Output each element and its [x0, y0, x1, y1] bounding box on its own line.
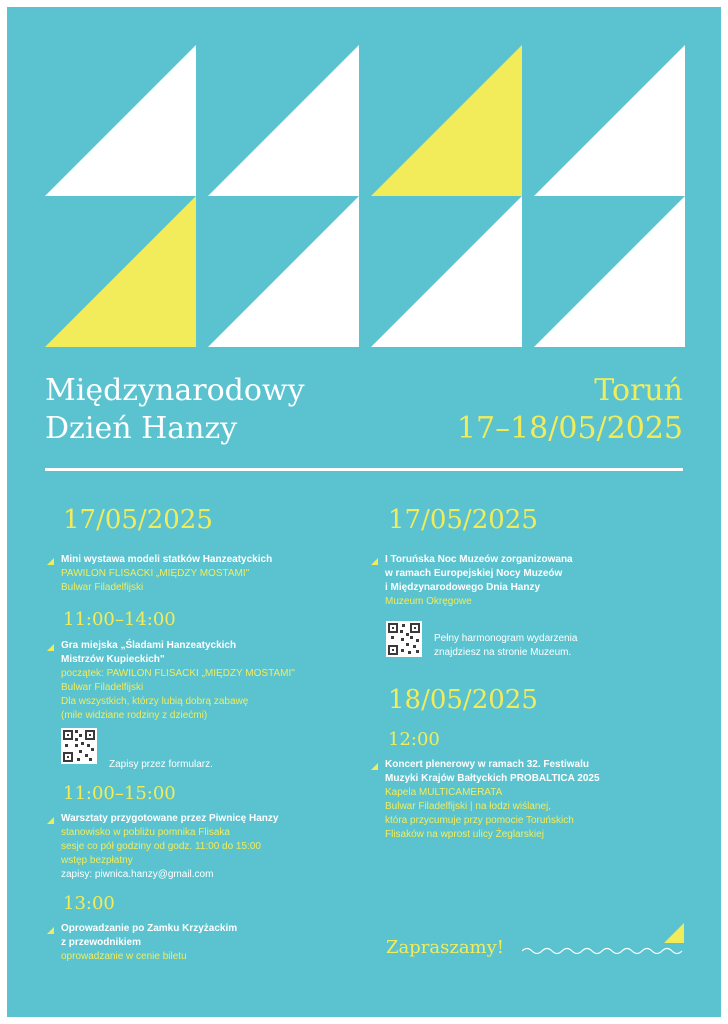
left-time-3: 11:00–15:00 — [63, 783, 176, 804]
event-title-2: w ramach Europejskiej Nocy Muzeów — [385, 568, 563, 579]
city-block — [457, 372, 683, 448]
event-place: Muzeum Okręgowe — [385, 596, 472, 607]
event-note-2: (mile widziane rodziny z dziećmi) — [61, 710, 208, 721]
divider — [45, 468, 683, 471]
event-title-2: Muzyki Krajów Bałtyckich PROBALTICA 2025 — [385, 773, 600, 784]
invite-text: Zapraszamy! — [386, 937, 505, 958]
event-dates: 17–18/05/2025 — [456, 411, 683, 446]
event-mini-exhibition — [61, 553, 272, 595]
right-date-1: 17/05/2025 — [388, 505, 538, 535]
event-line-3: wstęp bezpłatny — [61, 855, 133, 866]
event-line-1: stanowisko w pobliżu pomnika Flisaka — [61, 827, 230, 838]
triangle — [534, 196, 685, 347]
event-line-1: Bulwar Filadelfijski | na łodzi wiślanej, — [385, 801, 551, 812]
event-museum-night — [385, 553, 573, 609]
left-date: 17/05/2025 — [63, 505, 213, 535]
event-workshops — [61, 812, 278, 882]
triangle — [208, 45, 359, 196]
title-line1: Międzynarodowy — [45, 373, 305, 408]
event-title-1: I Toruńska Noc Muzeów zorganizowana — [385, 554, 573, 565]
triangle — [534, 45, 685, 196]
event-title: Warsztaty przygotowane przez Piwnicę Hanzy — [61, 813, 279, 824]
event-city-game — [61, 639, 295, 723]
event-contact[interactable]: zapisy: piwnica.hanzy@gmail.com — [61, 869, 214, 880]
triangle — [371, 196, 522, 347]
qr-code-icon[interactable] — [61, 728, 97, 764]
city-name: Toruń — [594, 373, 683, 408]
qr-caption: Zapisy przez formularz. — [109, 759, 213, 770]
triangle-pattern — [7, 7, 721, 352]
triangle — [208, 196, 359, 347]
event-title-3: i Międzynarodowego Dnia Hanzy — [385, 582, 541, 593]
event-line-2: która przycumuje przy pomocie Toruńskich — [385, 815, 574, 826]
right-time: 12:00 — [388, 729, 440, 750]
wave-icon — [522, 945, 687, 957]
event-place: początek: PAWILON FLISACKI „MIĘDZY MOSTAMI" — [61, 668, 295, 679]
corner-triangle-icon — [664, 923, 684, 943]
bullet-icon — [47, 644, 54, 651]
triangle — [371, 45, 522, 196]
event-note-1: Dla wszystkich, którzy lubią dobrą zabawę — [61, 696, 249, 707]
event-title: Mini wystawa modeli statków Hanzeatyckich — [61, 554, 273, 565]
left-time-4: 13:00 — [63, 893, 115, 914]
bullet-icon — [47, 817, 54, 824]
bullet-icon — [371, 763, 378, 770]
qr-code-icon[interactable] — [386, 621, 422, 657]
bullet-icon — [47, 558, 54, 565]
event-band: Kapela MULTICAMERATA — [385, 787, 503, 798]
event-title-2: z przewodnikiem — [61, 937, 142, 948]
event-line-2: sesje co pół godziny od godz. 11:00 do 15:00 — [61, 841, 261, 852]
qr-caption-2: znajdziesz na stronie Muzeum. — [434, 647, 572, 658]
page-title — [45, 372, 305, 448]
qr-caption-1: Pełny harmonogram wydarzenia — [434, 633, 578, 644]
right-date-2: 18/05/2025 — [388, 685, 538, 715]
event-concert — [385, 758, 600, 842]
event-street: Bulwar Filadelfijski — [61, 582, 144, 593]
bullet-icon — [371, 558, 378, 565]
event-title-1: Koncert plenerowy w ramach 32. Festiwalu — [385, 759, 589, 770]
event-place: PAWILON FLISACKI „MIĘDZY MOSTAMI" — [61, 568, 250, 579]
bullet-icon — [47, 927, 54, 934]
event-line-3: Flisaków na wprost ulicy Żeglarskiej — [385, 829, 544, 840]
event-note: oprowadzanie w cenie biletu — [61, 951, 187, 962]
event-street: Bulwar Filadelfijski — [61, 682, 144, 693]
triangle — [45, 196, 196, 347]
qr-caption — [434, 632, 577, 660]
triangle — [45, 45, 196, 196]
event-title-1: Gra miejska „Śladami Hanzeatyckich — [61, 640, 237, 651]
event-title-1: Oprowadzanie po Zamku Krzyżackim — [61, 923, 238, 934]
event-title-2: Mistrzów Kupieckich" — [61, 654, 165, 665]
title-line2: Dzień Hanzy — [45, 411, 238, 446]
event-castle-tour — [61, 922, 237, 964]
left-time-2: 11:00–14:00 — [63, 609, 176, 630]
poster — [7, 7, 721, 1017]
